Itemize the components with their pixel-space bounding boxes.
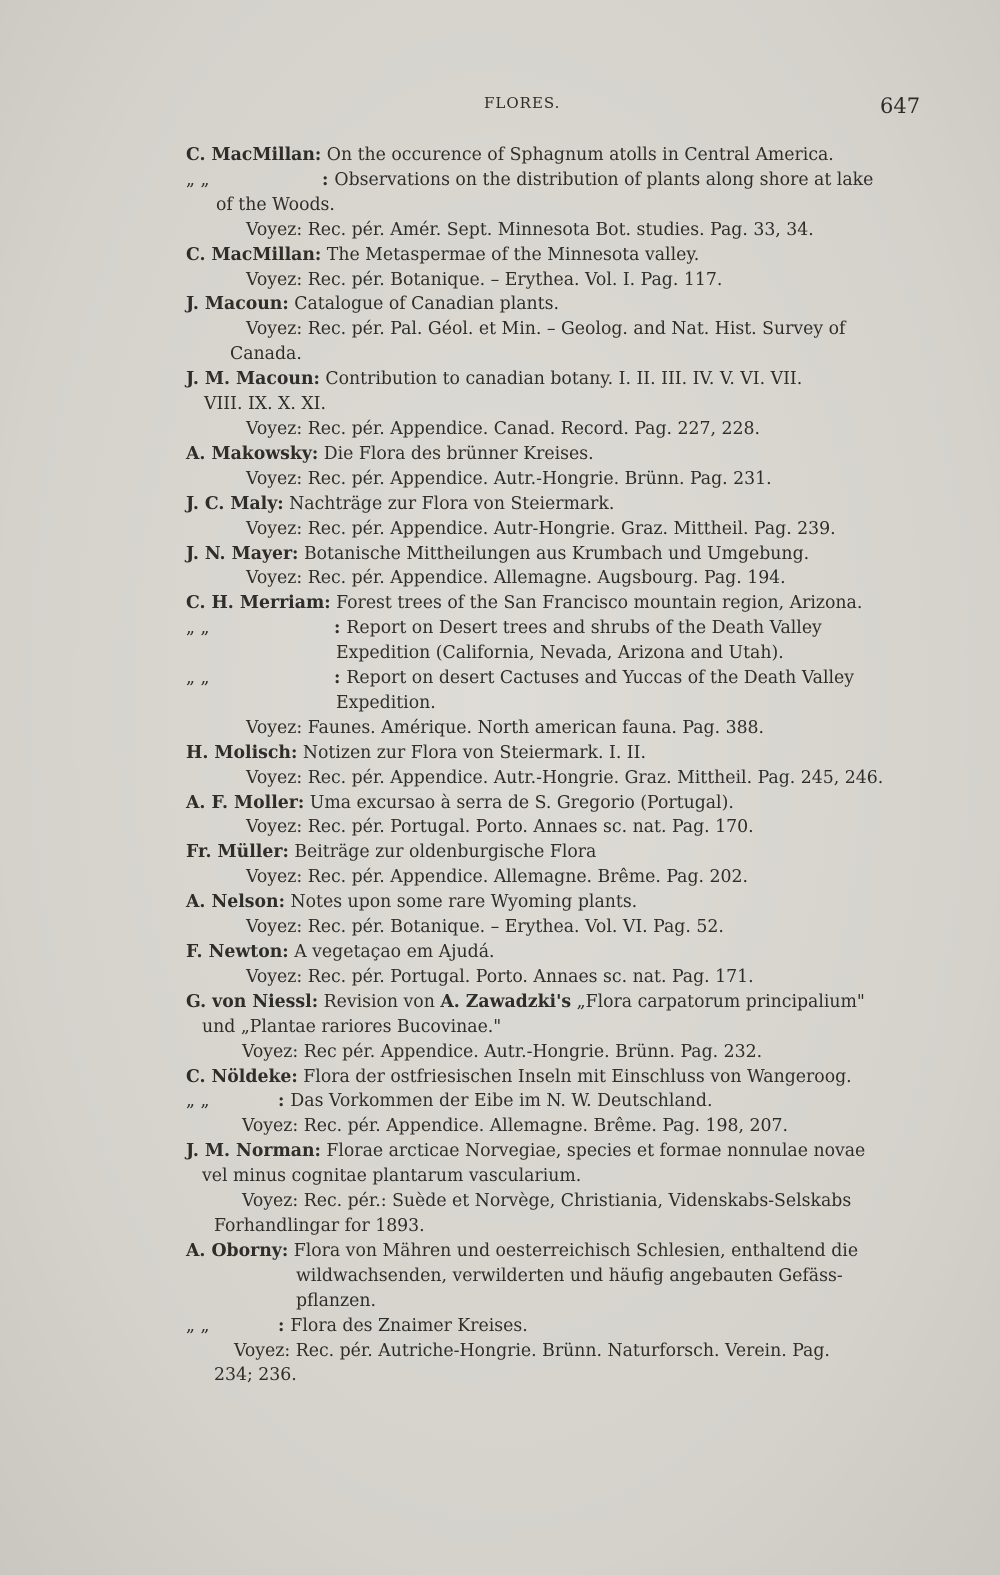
voyez-line: Voyez: Rec. pér. Appendice. Canad. Record. Pag. 227, 228.	[246, 418, 760, 439]
voyez-line: Voyez: Rec. pér. Portugal. Porto. Annaes sc. nat. Pag. 171.	[246, 966, 754, 987]
entry-continuation: und „Plantae rariores Bucovinae."	[202, 1016, 502, 1037]
voyez-line: Voyez: Rec pér. Appendice. Autr.-Hongrie. Brünn. Pag. 232.	[242, 1041, 763, 1062]
entry-continuation: pflanzen.	[296, 1290, 376, 1311]
voyez-line: Voyez: Rec. pér. Appendice. Allemagne. Brême. Pag. 202.	[246, 867, 749, 888]
voyez-line: Voyez: Rec. pér. Appendice. Autr.-Hongrie. Brünn. Pag. 231.	[246, 468, 772, 489]
entry-line: J. Macoun: Catalogue of Canadian plants.	[186, 294, 559, 315]
running-title: FLORES.	[484, 94, 561, 112]
entry-line: J. N. Mayer: Botanische Mittheilungen aus Krumbach und Umgebung.	[186, 543, 810, 564]
entry-line: Fr. Müller: Beiträge zur oldenburgische Flora	[186, 842, 597, 863]
entry-line: A. Makowsky: Die Flora des brünner Kreises.	[186, 443, 594, 464]
entry-line: A. F. Moller: Uma excursao à serra de S. Gregorio (Portugal).	[186, 792, 734, 813]
entry-continuation: Expedition.	[336, 692, 436, 713]
voyez-line: Voyez: Rec. pér. Botanique. – Erythea. Vol. I. Pag. 117.	[246, 269, 723, 290]
entry-line: C. Nöldeke: Flora der ostfriesischen Inseln mit Einschluss von Wangeroog.	[186, 1066, 852, 1087]
entry-line: J. M. Macoun: Contribution to canadian botany. I. II. III. IV. V. VI. VII.	[186, 369, 803, 390]
voyez-continuation: Forhandlingar for 1893.	[214, 1215, 425, 1236]
entry-line: G. von Niessl: Revision von A. Zawadzki's „Flora carpatorum principalium"	[186, 991, 865, 1012]
voyez-line: Voyez: Rec. pér. Appendice. Autr-Hongrie. Graz. Mittheil. Pag. 239.	[246, 518, 836, 539]
voyez-line: Voyez: Rec. pér. Amér. Sept. Minnesota Bot. studies. Pag. 33, 34.	[246, 219, 814, 240]
entry-continuation: wildwachsenden, verwilderten und häufig angebauten Gefäss-	[296, 1265, 843, 1286]
entry-continuation: Expedition (California, Nevada, Arizona and Utah).	[336, 643, 784, 664]
entry-line: J. C. Maly: Nachträge zur Flora von Steiermark.	[186, 493, 615, 514]
voyez-continuation: Canada.	[230, 344, 302, 365]
entry-continuation: vel minus cognitae plantarum vascularium.	[202, 1166, 582, 1187]
voyez-line: Voyez: Faunes. Amérique. North american fauna. Pag. 388.	[246, 717, 765, 738]
voyez-line: Voyez: Rec. pér. Portugal. Porto. Annaes sc. nat. Pag. 170.	[246, 817, 754, 838]
entry-line: A. Oborny: Flora von Mähren und oesterreichisch Schlesien, enthaltend die	[186, 1240, 859, 1261]
entry-line: „ „ : Report on Desert trees and shrubs of the Death Valley	[186, 618, 822, 639]
bibliography-list	[186, 143, 926, 1388]
voyez-continuation: 234; 236.	[214, 1365, 297, 1386]
entry-line: C. MacMillan: The Metaspermae of the Minnesota valley.	[186, 244, 700, 265]
entry-line: J. M. Norman: Florae arcticae Norvegiae, species et formae nonnulae novae	[186, 1141, 866, 1162]
voyez-line: Voyez: Rec. pér. Appendice. Allemagne. Augsbourg. Pag. 194.	[246, 568, 786, 589]
entry-continuation: of the Woods.	[216, 194, 335, 215]
entry-line: A. Nelson: Notes upon some rare Wyoming plants.	[186, 892, 638, 913]
voyez-line: Voyez: Rec. pér. Autriche-Hongrie. Brünn. Naturforsch. Verein. Pag.	[234, 1340, 830, 1361]
entry-continuation: VIII. IX. X. XI.	[204, 394, 326, 415]
voyez-line: Voyez: Rec. pér.: Suède et Norvège, Christiania, Videnskabs-Selskabs	[242, 1191, 852, 1212]
entry-line: C. MacMillan: On the occurence of Sphagnum atolls in Central America.	[186, 145, 834, 165]
entry-line: „ „ : Observations on the distribution of plants along shore at lake	[186, 169, 874, 190]
voyez-line: Voyez: Rec. pér. Appendice. Autr.-Hongrie. Graz. Mittheil. Pag. 245, 246.	[246, 767, 884, 788]
entry-line: F. Newton: A vegetaçao em Ajudá.	[186, 942, 495, 962]
entry-line: „ „ : Report on desert Cactuses and Yuccas of the Death Valley	[186, 668, 854, 689]
voyez-line: Voyez: Rec. pér. Appendice. Allemagne. Brême. Pag. 198, 207.	[242, 1116, 788, 1137]
entry-line: C. H. Merriam: Forest trees of the San Francisco mountain region, Arizona.	[186, 593, 863, 614]
entry-line: „ „ : Flora des Znaimer Kreises.	[186, 1315, 528, 1336]
voyez-line: Voyez: Rec. pér. Pal. Géol. et Min. – Geolog. and Nat. Hist. Survey of	[246, 319, 846, 340]
entry-line: „ „ : Das Vorkommen der Eibe im N. W. Deutschland.	[186, 1091, 713, 1112]
voyez-line: Voyez: Rec. pér. Botanique. – Erythea. Vol. VI. Pag. 52.	[246, 917, 724, 938]
page-number: 647	[880, 94, 921, 118]
entry-line: H. Molisch: Notizen zur Flora von Steiermark. I. II.	[186, 742, 646, 763]
